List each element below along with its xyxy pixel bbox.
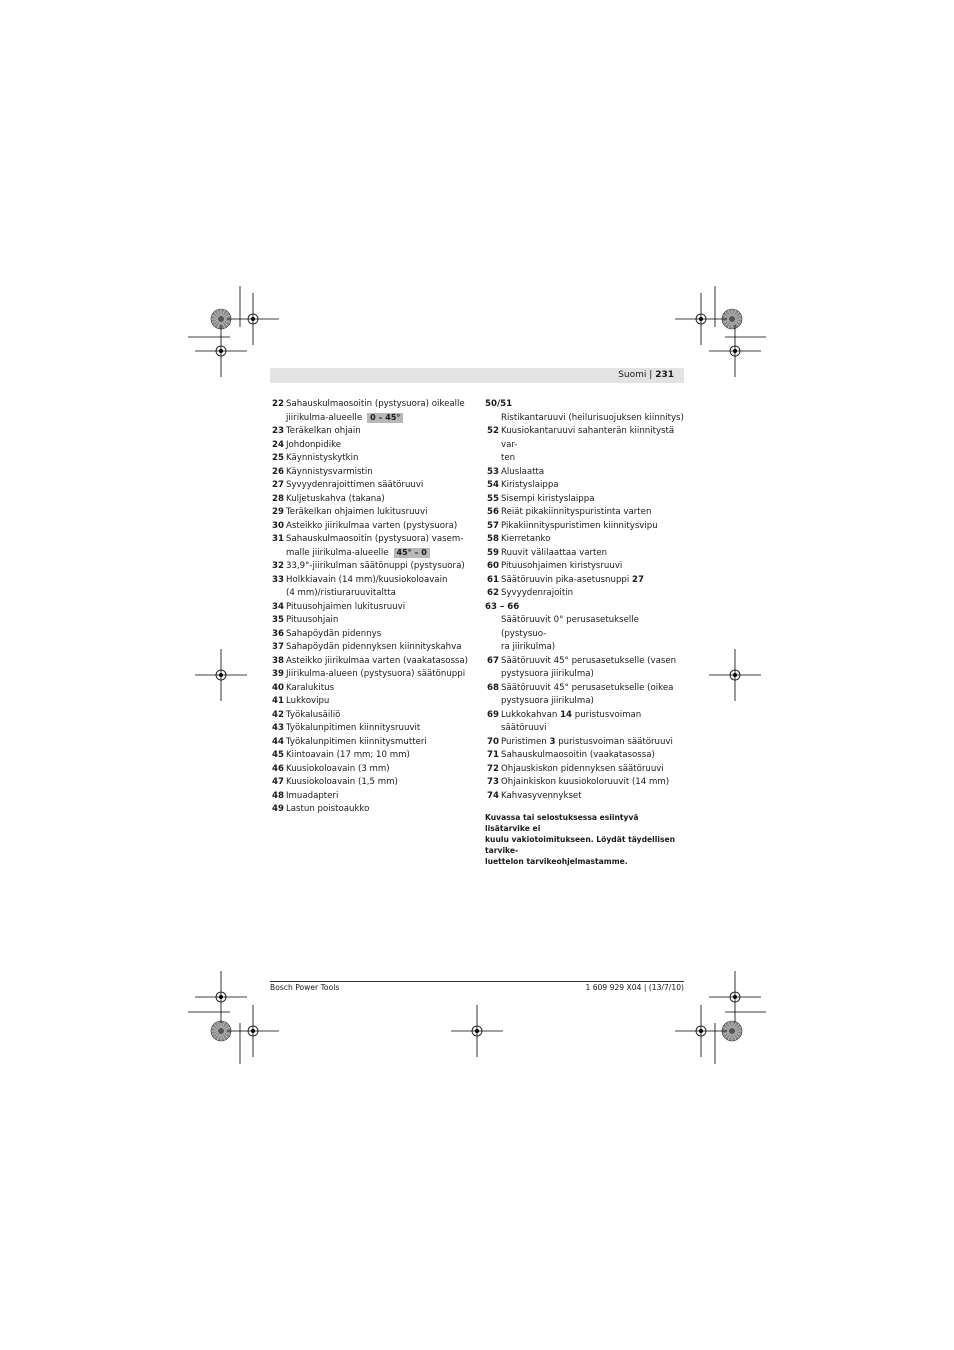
item-number: 63 – 66 <box>485 601 520 612</box>
item-text: Ruuvit välilaattaa varten <box>501 547 608 558</box>
list-item <box>485 398 685 425</box>
item-number: 29 <box>272 507 284 517</box>
item-text: Jiirikulma-alueen (pystysuora) säätönuppi <box>286 669 466 679</box>
item-number: 61 <box>487 574 499 585</box>
list-item <box>270 398 470 425</box>
item-text: Sahapöydän pidennys <box>286 628 382 639</box>
item-number: 23 <box>272 426 284 436</box>
header-language: Suomi <box>618 370 647 380</box>
registration-dot <box>699 317 703 321</box>
list-item <box>270 655 470 669</box>
item-number: 25 <box>272 453 284 463</box>
list-item <box>485 790 685 804</box>
item-number: 22 <box>272 399 284 409</box>
parts-list-left <box>270 398 470 817</box>
list-item <box>270 506 470 520</box>
item-text: Teräkelkan ohjaimen lukitusruuvi <box>286 507 428 517</box>
list-item <box>270 641 470 655</box>
item-text: Säätöruuvit 45° perusasetukselle (oikea pystysuora jiirikulma) <box>501 682 674 706</box>
list-item <box>485 736 685 750</box>
registration-dot <box>733 673 737 677</box>
item-number: 68 <box>487 682 499 693</box>
item-number: 36 <box>272 628 284 639</box>
item-text: Ristikantaruuvi (heilurisuojuksen kiinnitys) <box>501 412 684 423</box>
item-number: 52 <box>487 426 499 436</box>
list-item <box>270 682 470 696</box>
item-number: 59 <box>487 547 499 558</box>
list-item <box>270 466 470 480</box>
item-text: Säätöruuvit 0° perusasetukselle (pystysuo- ra jiirikulma) <box>501 615 639 652</box>
item-text: Pituusohjaimen kiristysruuvi <box>501 561 623 571</box>
registration-dot <box>733 349 737 353</box>
item-number: 54 <box>487 480 499 490</box>
item-text: Imuadapteri <box>286 790 339 801</box>
item-number: 74 <box>487 790 499 801</box>
item-number: 58 <box>487 534 499 544</box>
item-text: Lukkokahvan 14 puristusvoiman säätöruuvi <box>501 709 642 733</box>
list-item <box>270 425 470 439</box>
list-item <box>270 803 470 817</box>
item-text: Lastun poistoaukko <box>286 804 370 814</box>
list-item <box>485 776 685 790</box>
item-text: Työkalunpitimen kiinnitysruuvit <box>286 723 421 733</box>
target-center <box>218 316 224 322</box>
list-item <box>485 520 685 534</box>
item-number: 44 <box>272 736 284 747</box>
item-text: Puristimen 3 puristusvoiman säätöruuvi <box>501 736 673 747</box>
item-text: Johdonpidike <box>286 439 342 450</box>
item-text: Ohjauskiskon pidennyksen säätöruuvi <box>501 763 664 774</box>
item-number: 34 <box>272 601 284 612</box>
item-text: Sahauskulmaosoitin (pystysuora) oikealle jiirikulma-alueelle 0 – 45° <box>286 399 465 423</box>
item-text: Holkkiavain (14 mm)/kuusiokoloavain (4 mm)/ristiuraruuvitaltta <box>286 574 448 598</box>
list-item <box>270 722 470 736</box>
item-text: Karalukitus <box>286 682 335 693</box>
target-center <box>729 1028 735 1034</box>
list-item <box>485 587 685 601</box>
list-item <box>270 776 470 790</box>
list-item <box>270 479 470 493</box>
footer-rule <box>270 981 684 982</box>
item-number: 26 <box>272 466 284 477</box>
list-item <box>485 763 685 777</box>
item-number: 35 <box>272 615 284 625</box>
item-number: 40 <box>272 682 284 693</box>
item-text: Sahauskulmaosoitin (vaakatasossa) <box>501 750 655 760</box>
page-header <box>270 368 684 383</box>
item-ref-number: 27 <box>631 574 644 585</box>
item-number: 57 <box>487 520 499 531</box>
list-item <box>485 749 685 763</box>
list-item <box>270 628 470 642</box>
item-text: Syvyydenrajoitin <box>501 588 574 598</box>
registration-dot <box>251 317 255 321</box>
item-text: Käynnistysvarmistin <box>286 466 373 477</box>
item-number: 27 <box>272 480 284 490</box>
item-text: Syvyydenrajoittimen säätöruuvi <box>286 480 424 490</box>
item-number: 41 <box>272 696 284 706</box>
registration-dot <box>219 673 223 677</box>
list-item <box>270 452 470 466</box>
page-number: 231 <box>655 370 674 380</box>
item-number: 56 <box>487 507 499 517</box>
item-number: 71 <box>487 750 499 760</box>
registration-dot <box>219 995 223 999</box>
accessory-note: Kuvassa tai selostuksessa esiintyvä lisätarvike ei kuulu vakiotoimitukseen. Löydät täydellisen tarvike- luettelon tarvikeohjelmastamme. <box>485 813 676 866</box>
list-item <box>485 682 685 709</box>
item-text: Sahauskulmaosoitin (pystysuora) vasem- malle jiirikulma-alueelle 45° – 0 <box>286 534 464 558</box>
item-text: Sahapöydän pidennyksen kiinnityskahva <box>286 642 462 652</box>
item-number: 72 <box>487 763 499 774</box>
item-text: Kuusiokoloavain (1,5 mm) <box>286 777 398 787</box>
list-item <box>485 574 685 588</box>
item-number: 39 <box>272 669 284 679</box>
item-text: Työkalusäiliö <box>286 709 341 720</box>
item-number: 46 <box>272 763 284 774</box>
item-number: 67 <box>487 655 499 666</box>
list-item <box>485 601 685 655</box>
item-text: Käynnistyskytkin <box>286 453 359 463</box>
registration-dot <box>699 1029 703 1033</box>
list-item <box>485 547 685 561</box>
target-center <box>218 1028 224 1034</box>
item-number: 69 <box>487 709 499 720</box>
item-text: Kierretanko <box>501 534 551 544</box>
item-ref-number: 3 <box>549 736 556 747</box>
item-number: 50/51 <box>485 399 513 409</box>
item-text: Kahvasyvennykset <box>501 790 582 801</box>
item-number: 24 <box>272 439 284 450</box>
list-item <box>485 466 685 480</box>
item-number: 43 <box>272 723 284 733</box>
list-item <box>270 560 470 574</box>
list-item <box>270 533 470 560</box>
item-number: 38 <box>272 655 284 666</box>
list-item <box>270 668 470 682</box>
registration-dot <box>219 349 223 353</box>
list-item <box>485 533 685 547</box>
header-separator: | <box>649 370 653 380</box>
item-text: Säätöruuvit 45° perusasetukselle (vasen pystysuora jiirikulma) <box>501 655 677 679</box>
list-item <box>485 479 685 493</box>
item-number: 31 <box>272 534 284 544</box>
item-ref-number: 14 <box>560 709 573 720</box>
item-text: Kuljetuskahva (takana) <box>286 493 385 504</box>
list-item <box>270 790 470 804</box>
item-number: 32 <box>272 561 284 571</box>
item-text: Työkalunpitimen kiinnitysmutteri <box>286 736 427 747</box>
item-text: 33,9°-jiirikulman säätönuppi (pystysuora) <box>286 561 465 571</box>
item-text: Sisempi kiristyslaippa <box>501 493 595 504</box>
item-text: Kuusiokantaruuvi sahanterän kiinnitystä var- ten <box>501 426 675 463</box>
item-number: 53 <box>487 466 499 477</box>
registration-dot <box>475 1029 479 1033</box>
list-item <box>270 695 470 709</box>
item-number: 30 <box>272 520 284 531</box>
list-item <box>485 560 685 574</box>
item-number: 33 <box>272 574 284 585</box>
item-text: Kiristyslaippa <box>501 480 559 490</box>
item-number: 60 <box>487 561 499 571</box>
item-text: Säätöruuvin pika-asetusnuppi 27 <box>501 574 644 585</box>
target-center <box>729 316 735 322</box>
angle-range-badge: 0 – 45° <box>367 413 403 423</box>
item-text: Pikakiinnityspuristimen kiinnitysvipu <box>501 520 658 531</box>
item-number: 37 <box>272 642 284 652</box>
item-text: Kuusiokoloavain (3 mm) <box>286 763 390 774</box>
list-item <box>270 493 470 507</box>
list-item <box>270 736 470 750</box>
list-item <box>485 493 685 507</box>
item-text: Aluslaatta <box>501 466 545 477</box>
list-item <box>485 709 685 736</box>
item-number: 49 <box>272 804 284 814</box>
item-number: 48 <box>272 790 284 801</box>
item-text: Kiintoavain (17 mm; 10 mm) <box>286 750 410 760</box>
item-text: Teräkelkan ohjain <box>286 426 361 436</box>
list-item <box>485 425 685 466</box>
registration-dot <box>251 1029 255 1033</box>
item-number: 42 <box>272 709 284 720</box>
angle-range-badge: 45° – 0 <box>394 548 430 558</box>
item-text: Asteikko jiirikulmaa varten (pystysuora) <box>286 520 458 531</box>
item-number: 62 <box>487 588 499 598</box>
item-number: 28 <box>272 493 284 504</box>
item-number: 55 <box>487 493 499 504</box>
footer-brand: Bosch Power Tools <box>270 983 340 992</box>
item-text: Pituusohjaimen lukitusruuvi <box>286 601 406 612</box>
item-text: Ohjainkiskon kuusiokoloruuvit (14 mm) <box>501 777 670 787</box>
item-number: 73 <box>487 777 499 787</box>
item-number: 47 <box>272 777 284 787</box>
list-item <box>270 749 470 763</box>
list-item <box>270 601 470 615</box>
item-text: Asteikko jiirikulmaa varten (vaakatasossa) <box>286 655 469 666</box>
list-item <box>270 520 470 534</box>
list-item <box>270 709 470 723</box>
item-number: 70 <box>487 736 499 747</box>
item-text: Pituusohjain <box>286 615 339 625</box>
list-item <box>270 614 470 628</box>
item-text: Lukkovipu <box>286 696 330 706</box>
list-item <box>270 439 470 453</box>
footer-doc-id: 1 609 929 X04 | (13/7/10) <box>585 983 684 992</box>
list-item <box>270 763 470 777</box>
parts-list-right <box>485 398 685 867</box>
list-item <box>485 655 685 682</box>
list-item <box>485 506 685 520</box>
item-number: 45 <box>272 750 284 760</box>
item-text: Reiät pikakiinnityspuristinta varten <box>501 507 652 517</box>
list-item <box>270 574 470 601</box>
registration-dot <box>733 995 737 999</box>
